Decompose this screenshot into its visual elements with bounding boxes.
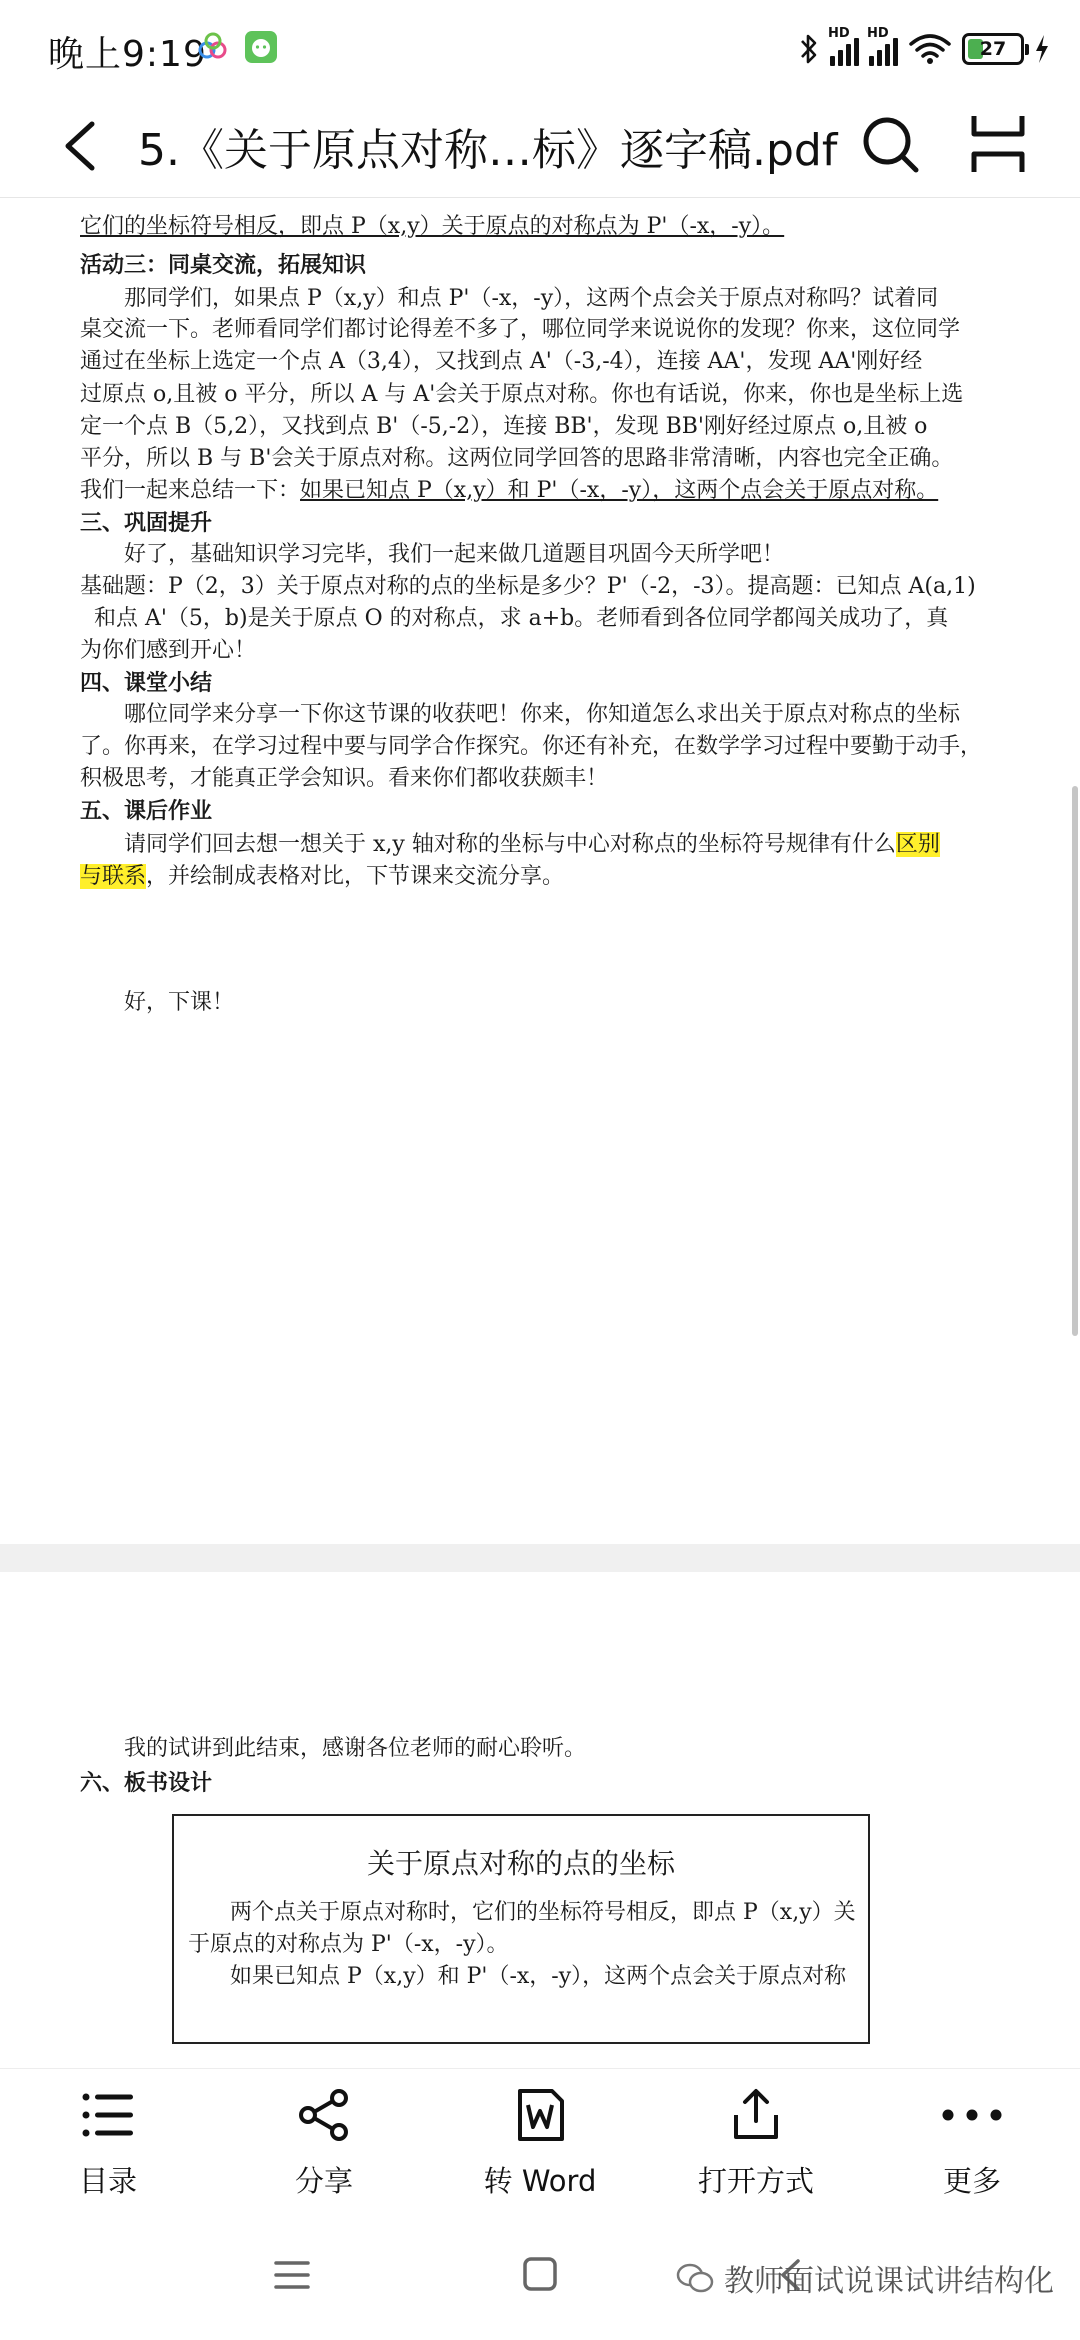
status-indicators: [798, 26, 1050, 72]
text-line: 通过在坐标上选定一个点 A（3,4），又找到点 A'（-3,-4），连接 AA'，发现 AA'刚好经: [80, 349, 923, 374]
highlighted-text[interactable]: 与联系: [80, 864, 147, 889]
watermark: [676, 2256, 1054, 2300]
section-subheading: 活动三：同桌交流，拓展知识: [80, 252, 367, 278]
underlined-summary: 如果已知点 P（x,y）和 P'（-x，-y），这两个点会关于原点对称。: [300, 478, 939, 503]
text-line: 好，下课！: [124, 990, 235, 1015]
signal-1-label: HD: [828, 26, 850, 41]
home-nav-icon[interactable]: [522, 2256, 558, 2292]
bluetooth-icon: [798, 31, 820, 67]
bottom-toolbar: [0, 2068, 1080, 2214]
board-line: 如果已知点 P（x,y）和 P'（-x，-y），这两个点会关于原点对称: [230, 1964, 847, 1989]
back-arrow-icon[interactable]: [52, 116, 112, 176]
signal-2-label: HD: [867, 26, 889, 41]
toolbar-item-convert-word[interactable]: [460, 2087, 620, 2207]
text-line: [80, 866, 564, 888]
status-bar: [0, 0, 1080, 96]
system-nav-bar: [0, 2214, 1080, 2340]
text-run: 它们的坐标符号相反，即点 P（x,y）关于原点的对称点为 P'（-x，-y）。: [80, 214, 785, 239]
battery-icon: [962, 33, 1024, 65]
menu-nav-icon[interactable]: [274, 2258, 310, 2292]
section-heading: 五、课后作业: [80, 798, 213, 824]
toolbar-item-contents[interactable]: [28, 2087, 188, 2207]
text-line: [80, 480, 938, 502]
document-viewer[interactable]: [0, 198, 1080, 2068]
text-line: 桌交流一下。老师看同学们都讨论得差不多了，哪位同学来说说你的发现？你来，这位同学: [80, 317, 961, 342]
share-icon: [296, 2087, 352, 2143]
scrollbar-thumb[interactable]: [1072, 786, 1078, 1336]
board-line: 于原点的对称点为 P'（-x，-y）。: [188, 1932, 509, 1957]
search-icon[interactable]: [858, 112, 922, 176]
section-heading: 四、课堂小结: [80, 670, 213, 696]
text-line: [80, 216, 784, 238]
text-line: [124, 834, 940, 856]
section-heading: 六、板书设计: [80, 1770, 213, 1796]
toolbar-label: 更多: [942, 2164, 1001, 2198]
more-icon: [940, 2087, 1004, 2143]
toolbar-label: 分享: [294, 2164, 353, 2198]
toolbar-label: 转 Word: [483, 2164, 597, 2198]
text-line: 好了，基础知识学习完毕，我们一起来做几道题目巩固今天所学吧！: [124, 542, 785, 567]
toolbar-item-open-with[interactable]: [676, 2087, 836, 2207]
text-line: 和点 A'（5，b)是关于原点 O 的对称点，求 a+b。老师看到各位同学都闯关成功了，真: [94, 606, 949, 631]
board-design-box: [172, 1814, 870, 2044]
text-run: ，并绘制成表格对比，下节课来交流分享。: [146, 864, 565, 889]
text-line: 定一个点 B（5,2），又找到点 B'（-5,-2），连接 BB'，发现 BB'刚好经过原点 o,且被 o: [80, 414, 928, 439]
text-line: 了。你再来，在学习过程中要与同学合作探究。你还有补充，在数学学习过程中要勤于动手，: [80, 734, 983, 759]
charging-icon: [1034, 34, 1050, 64]
section-heading: 三、巩固提升: [80, 510, 213, 536]
toolbar-item-more[interactable]: [892, 2087, 1052, 2207]
open-with-icon: [728, 2087, 784, 2143]
list-icon: [80, 2087, 136, 2143]
text-line: 过原点 o,且被 o 平分，所以 A 与 A'会关于原点对称。你也有话说，你来，你也是坐标上选: [80, 382, 964, 407]
watermark-text: 教师面试说课试讲结构化: [724, 2264, 1054, 2299]
cloud-app-icon: [196, 30, 230, 64]
text-line: 为你们感到开心！: [80, 638, 257, 663]
text-line: 平分，所以 B 与 B'会关于原点对称。这两位同学回答的思路非常清晰，内容也完全正确。: [80, 446, 954, 471]
word-icon: [512, 2087, 568, 2143]
text-line: 我的试讲到此结束，感谢各位老师的耐心聆听。: [124, 1736, 587, 1761]
document-title: 5.《关于原点对称…标》逐字稿.pdf: [138, 125, 838, 176]
text-line: 基础题：P（2，3）关于原点对称的点的坐标是多少？P'（-2，-3）。提高题：已知点 A(a,1): [80, 574, 976, 599]
toolbar-label: 目录: [78, 2164, 137, 2198]
text-run: 请同学们回去想一想关于 x,y 轴对称的坐标与中心对称点的坐标符号规律有什么: [124, 832, 896, 857]
board-title: 关于原点对称的点的坐标: [366, 1847, 675, 1880]
status-time: 晚上9:19: [48, 34, 207, 75]
text-line: 积极思考，才能真正学会知识。看来你们都收获颇丰！: [80, 766, 609, 791]
toolbar-item-share[interactable]: [244, 2087, 404, 2207]
text-run: 我们一起来总结一下：: [80, 478, 301, 503]
text-line: 那同学们，如果点 P（x,y）和点 P'（-x，-y），这两个点会关于原点对称吗？试着同: [124, 286, 939, 311]
top-app-bar: [0, 96, 1080, 198]
toolbar-label: 打开方式: [697, 2164, 814, 2198]
wifi-icon: [908, 32, 952, 66]
fit-page-icon[interactable]: [968, 112, 1028, 176]
android-app-icon: [244, 30, 278, 64]
text-line: 哪位同学来分享一下你这节课的收获吧！你来，你知道怎么求出关于原点对称点的坐标: [124, 702, 961, 727]
highlighted-text[interactable]: 区别: [895, 832, 940, 857]
board-line: 两个点关于原点对称时，它们的坐标符号相反，即点 P（x,y）关: [230, 1900, 856, 1925]
signal-2-icon: [867, 26, 898, 66]
wechat-icon: [676, 2262, 714, 2294]
signal-1-icon: [828, 26, 859, 66]
battery-level: 27: [979, 38, 1007, 60]
